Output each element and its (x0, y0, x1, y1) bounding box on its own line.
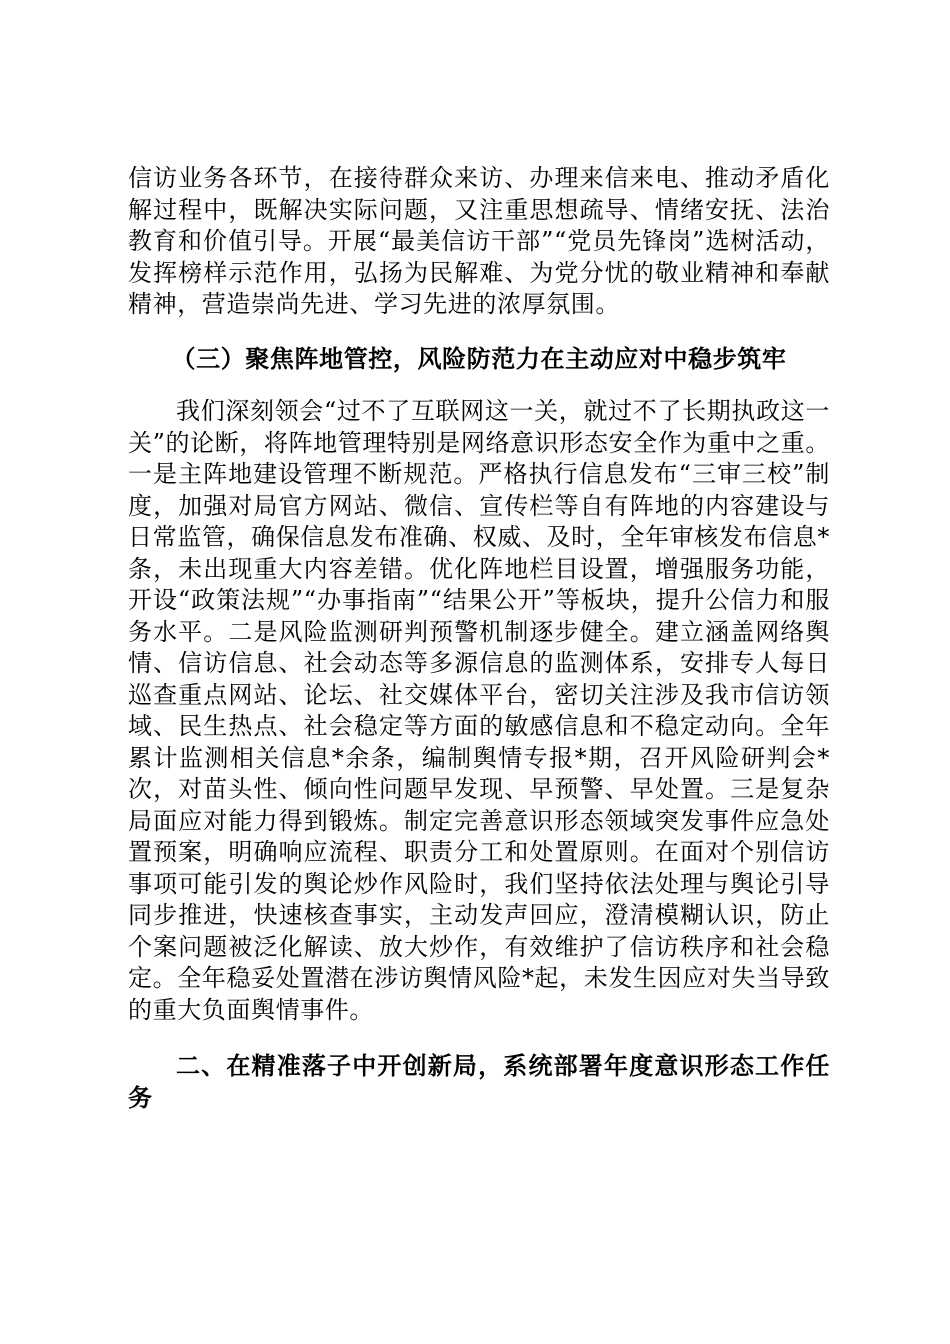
body-paragraph: 我们深刻领会“过不了互联网这一关，就过不了长期执政这一关”的论断，将阵地管理特别是网络意识形态安全作为重中之重。一是主阵地建设管理不断规范。严格执行信息发布“三审三校”制度，加强对局官方网站、微信、宣传栏等自有阵地的内容建设与日常监管，确保信息发布准确、权威、及时，全年审核发布信息*条，未出现重大内容差错。优化阵地栏目设置，增强服务功能，开设“政策法规”“办事指南”“结果公开”等板块，提升公信力和服务水平。二是风险监测研判预警机制逐步健全。建立涵盖网络舆情、信访信息、社会动态等多源信息的监测体系，安排专人每日巡查重点网站、论坛、社交媒体平台，密切关注涉及我市信访领域、民生热点、社会稳定等方面的敏感信息和不稳定动向。全年累计监测相关信息*余条，编制舆情专报*期，召开风险研判会*次，对苗头性、倾向性问题早发现、早预警、早处置。三是复杂局面应对能力得到锻炼。制定完善意识形态领域突发事件应急处置预案，明确响应流程、职责分工和处置原则。在面对个别信访事项可能引发的舆论炒作风险时，我们坚持依法处理与舆论引导同步推进，快速核查事实，主动发声回应，澄清模糊认识，防止个案问题被泛化解读、放大炒作，有效维护了信访秩序和社会稳定。全年稳妥处置潜在涉访舆情风险*起，未发生因应对失当导致的重大负面舆情事件。 (128, 397, 830, 1024)
section-subheading: （三）聚焦阵地管控，风险防范力在主动应对中稳步筑牢 (171, 344, 787, 373)
document-page (128, 163, 830, 1114)
body-paragraph-continued: 信访业务各环节，在接待群众来访、办理来信来电、推动矛盾化解过程中，既解决实际问题，又注重思想疏导、情绪安抚、法治教育和价值引导。开展“最美信访干部”“党员先锋岗”选树活动，发挥榜样示范作用，弘扬为民解难、为党分忧的敬业精神和奉献精神，营造崇尚先进、学习先进的浓厚氛围。 (128, 164, 830, 318)
section-heading: 二、在精准落子中开创新局，系统部署年度意识形态工作任务 (128, 1052, 830, 1112)
